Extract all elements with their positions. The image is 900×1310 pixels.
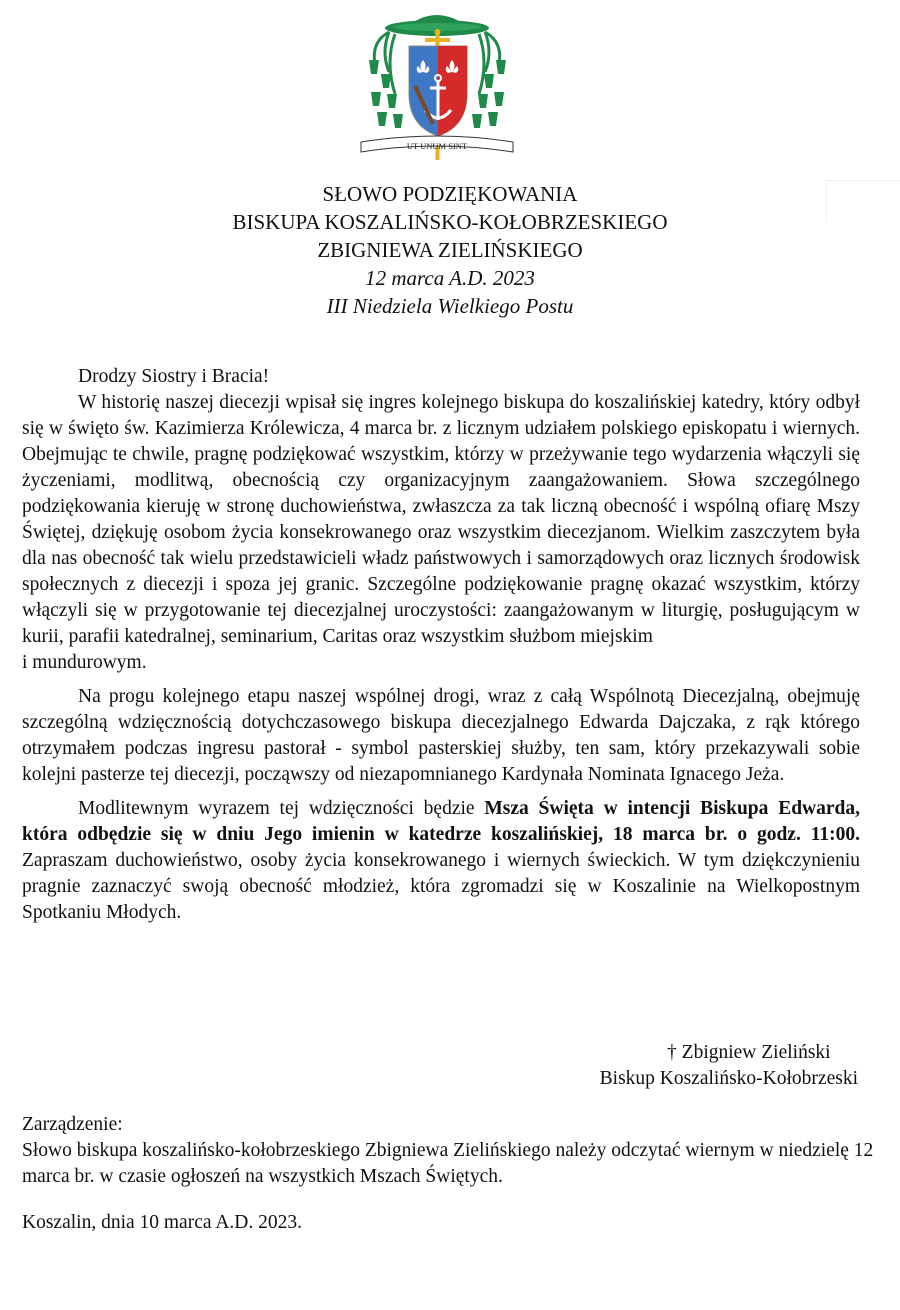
paragraph-3: [22, 796, 860, 926]
heading-line-3: ZBIGNIEWA ZIELIŃSKIEGO: [317, 238, 583, 262]
greeting: Drodzy Siostry i Bracia!: [78, 366, 270, 387]
place-date: Koszalin, dnia 10 marca A.D. 2023.: [22, 1212, 302, 1233]
signature-title: Biskup Koszalińsko-Kołobrzeski: [599, 1068, 858, 1089]
order-text: Słowo biskupa koszalińsko-kołobrzeskiego Zbigniewa Zielińskiego należy odczytać wiernym w niedzielę 12 marca br. w czasie ogłoszeń na wszystkich Mszach Świętych.: [22, 1140, 874, 1187]
paragraph-1-end: i mundurowym.: [22, 652, 147, 673]
motto-text: UT UNUM SINT: [406, 141, 468, 151]
paragraph-3-end: Zapraszam duchowieństwo, osoby życia konsekrowanego i wiernych świeckich. W tym dziękczynieniu pragnie zaznaczyć swoją obecność młodzież, która zgromadzi się w Koszalinie na Wielkopostnym Spotkaniu Młodych.: [22, 850, 860, 923]
paragraph-2: Na progu kolejnego etapu naszej wspólnej drogi, wraz z całą Wspólnotą Diecezjalną, obejmuję szczególną wdzięcznością dotychczasowego biskupa diecezjalnego Edwarda Dajczaka, z rąk którego otrzymałem podczas ingresu pastorał - symbol pasterskiej służby, ten sam, który przekazywali sobie kolejni pasterze tej diecezji, począwszy od niezapomnianego Kardynała Nominata Ignacego Jeża.: [22, 686, 860, 785]
heading-line-1: SŁOWO PODZIĘKOWANIA: [322, 182, 578, 206]
heading-date: 12 marca A.D. 2023: [365, 266, 535, 290]
document-heading: [0, 180, 900, 320]
paragraph-3-bold: Msza Święta w intencji Biskupa Edwarda, która odbędzie się w dniu Jego imienin w katedrze koszalińskiej, 18 marca br. o godz. 11:00.: [22, 798, 860, 845]
heading-occasion: III Niedziela Wielkiego Postu: [326, 294, 574, 318]
coat-of-arms: [355, 2, 520, 162]
letter-body: [22, 364, 860, 926]
paragraph-3-start: Modlitewnym wyrazem tej wdzięczności będzie: [78, 798, 485, 819]
paragraph-1: W historię naszej diecezji wpisał się ingres kolejnego biskupa do koszalińskiej katedry, który odbył się w święto św. Kazimierza Królewicza, 4 marca br. z licznym udziałem polskiego episkopatu i wiernych. Obejmując te chwile, pragnę podziękować wszystkim, którzy w przeżywanie tego wydarzenia włączyli się życzeniami, modlitwą, obecnością czy organizacyjnym zaangażowaniem. Słowa szczególnego podziękowania kieruję w stronę duchowieństwa, zwłaszcza za tak liczną obecność i wspólną ofiarę Mszy Świętej, dziękuję osobom życia konsekrowanego oraz wszystkim diecezjanom. Wielkim zaszczytem była dla nas obecność tak wielu przedstawicieli władz państwowych i samorządowych oraz licznych środowisk społecznych z diecezji i spoza jej granic. Szczególne podziękowanie pragnę okazać wszystkim, którzy włączyli się w przygotowanie tej diecezjalnej uroczystości: zaangażowanym w liturgię, posługującym w kurii, parafii katedralnej, seminarium, Caritas oraz wszystkim służbom miejskim: [22, 392, 860, 647]
signature-block: [600, 1040, 858, 1092]
heading-line-2: BISKUPA KOSZALIŃSKO-KOŁOBRZESKIEGO: [232, 210, 668, 234]
signature-name: † Zbigniew Zieliński: [667, 1042, 831, 1063]
order-block: [22, 1112, 882, 1190]
order-label: Zarządzenie:: [22, 1114, 123, 1135]
